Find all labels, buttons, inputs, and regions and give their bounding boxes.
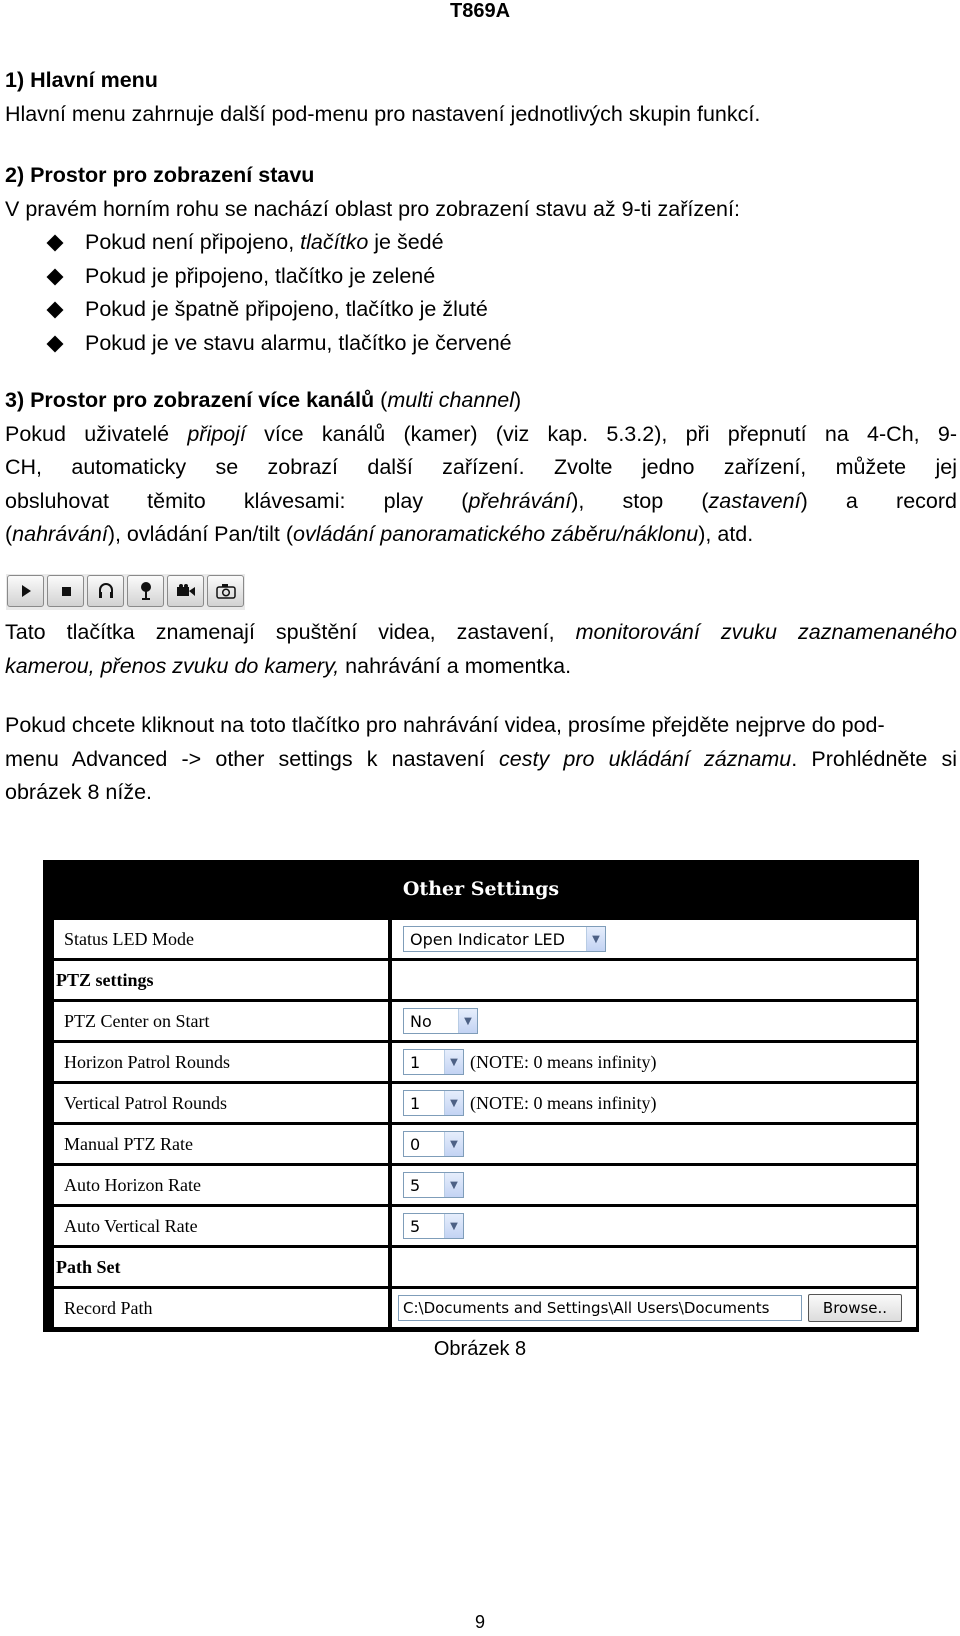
setting-label: Record Path [54, 1289, 388, 1327]
paragraph-line: (nahrávání), ovládání Pan/tilt (ovládání panoramatického záběru/náklonu), atd. [5, 522, 754, 546]
play-icon [18, 583, 34, 599]
settings-row [44, 1166, 918, 1204]
paragraph-line: Tato tlačítka znamenají spuštění videa, zastavení, monitorování zvuku zaznamenaného [5, 620, 957, 644]
note-text: (NOTE: 0 means infinity) [470, 1092, 657, 1113]
video-control-toolbar [6, 574, 245, 610]
settings-row [44, 1002, 918, 1040]
diamond-bullet-icon [47, 268, 64, 285]
settings-row [44, 1043, 918, 1081]
page-number: 9 [474, 1612, 485, 1632]
setting-label: Manual PTZ Rate [54, 1125, 388, 1163]
diamond-bullet-icon [47, 235, 64, 252]
chevron-down-icon: ▼ [444, 1173, 463, 1197]
chevron-down-icon: ▼ [458, 1009, 477, 1033]
diamond-bullet-icon [47, 302, 64, 319]
paragraph-line: obsluhovat těmito klávesami: play (přehrávání), stop (zastavení) a record [5, 488, 957, 513]
chevron-down-icon: ▼ [444, 1050, 463, 1074]
auto-horizon-rate-select[interactable]: 5 ▼ [403, 1172, 464, 1198]
setting-label: Horizon Patrol Rounds [54, 1043, 388, 1081]
setting-label: Vertical Patrol Rounds [54, 1084, 388, 1122]
auto-vertical-rate-select[interactable]: 5 ▼ [403, 1213, 464, 1239]
stop-button[interactable] [47, 575, 84, 607]
paragraph-line: menu Advanced -> other settings k nastavení cesty pro ukládání záznamu. Prohlédněte si [5, 746, 957, 771]
settings-section-row [44, 1248, 918, 1286]
record-path-input[interactable]: C:\Documents and Settings\All Users\Documents [398, 1295, 802, 1321]
bullet-item: Pokud je špatně připojeno, tlačítko je žluté [5, 293, 957, 327]
section-heading: 3) Prostor pro zobrazení více kanálů (multi channel) [5, 388, 522, 412]
browse-button[interactable]: Browse.. [808, 1294, 902, 1322]
figure-caption: Obrázek 8 [433, 1338, 527, 1360]
paragraph-line: V pravém horním rohu se nachází oblast pro zobrazení stavu až 9-ti zařízení: [5, 196, 740, 221]
document-header: T869A [449, 0, 511, 22]
settings-row [44, 1289, 918, 1327]
section-heading: 1) Hlavní menu [5, 68, 158, 92]
section-label: PTZ settings [54, 961, 388, 999]
microphone-button[interactable] [127, 575, 164, 607]
note-text: (NOTE: 0 means infinity) [470, 1051, 657, 1072]
status-led-select[interactable]: Open Indicator LED ▼ [403, 926, 606, 952]
record-button[interactable] [167, 575, 204, 607]
settings-section-row [44, 961, 918, 999]
ptz-center-select[interactable]: No ▼ [403, 1008, 478, 1034]
setting-label: PTZ Center on Start [54, 1002, 388, 1040]
section-multi-channel [5, 384, 957, 552]
audio-icon [96, 581, 116, 601]
paragraph-line: Pokud chcete kliknout na toto tlačítko pro nahrávání videa, prosíme přejděte nejprve do pod- [5, 713, 885, 737]
paragraph-line: CH, automaticky se zobrazí další zařízení. Zvolte jedno zařízení, můžete jej [5, 455, 957, 479]
settings-row [44, 1125, 918, 1163]
section-label: Path Set [54, 1248, 388, 1286]
other-settings-panel [43, 860, 919, 1332]
stop-icon [58, 583, 74, 599]
chevron-down-icon: ▼ [444, 1091, 463, 1115]
section-main-menu [5, 64, 957, 131]
section-heading: 2) Prostor pro zobrazení stavu [5, 163, 315, 187]
panel-title: Other Settings [402, 878, 560, 900]
bullet-item: Pokud není připojeno, tlačítko je šedé [5, 226, 957, 260]
bullet-item: Pokud je ve stavu alarmu, tlačítko je červené [5, 327, 957, 361]
settings-row [44, 1207, 918, 1245]
section-status-area [5, 159, 957, 360]
setting-label: Auto Horizon Rate [54, 1166, 388, 1204]
settings-row [44, 1084, 918, 1122]
paragraph-line: Hlavní menu zahrnuje další pod-menu pro nastavení jednotlivých skupin funkcí. [5, 101, 761, 126]
microphone-icon [136, 580, 156, 602]
chevron-down-icon: ▼ [444, 1132, 463, 1156]
audio-button[interactable] [87, 575, 124, 607]
diamond-bullet-icon [47, 335, 64, 352]
settings-row [44, 920, 918, 958]
paragraph-buttons-meaning [5, 616, 957, 683]
setting-label: Status LED Mode [54, 920, 388, 958]
bullet-item: Pokud je připojeno, tlačítko je zelené [5, 260, 957, 294]
paragraph-line: obrázek 8 níže. [5, 780, 153, 804]
record-icon [175, 583, 197, 599]
play-button[interactable] [7, 575, 44, 607]
snapshot-button[interactable] [207, 575, 244, 607]
chevron-down-icon: ▼ [586, 927, 605, 951]
horizon-rounds-select[interactable]: 1 ▼ [403, 1049, 464, 1075]
chevron-down-icon: ▼ [444, 1214, 463, 1238]
vertical-rounds-select[interactable]: 1 ▼ [403, 1090, 464, 1116]
manual-rate-select[interactable]: 0 ▼ [403, 1131, 464, 1157]
paragraph-line: Pokud uživatelé připojí více kanálů (kamer) (viz kap. 5.3.2), při přepnutí na 4-Ch, 9- [5, 421, 958, 446]
paragraph-line: kamerou, přenos zvuku do kamery, nahrávání a momentka. [5, 653, 572, 678]
setting-label: Auto Vertical Rate [54, 1207, 388, 1245]
snapshot-icon [215, 582, 237, 600]
paragraph-record-path [5, 709, 957, 810]
